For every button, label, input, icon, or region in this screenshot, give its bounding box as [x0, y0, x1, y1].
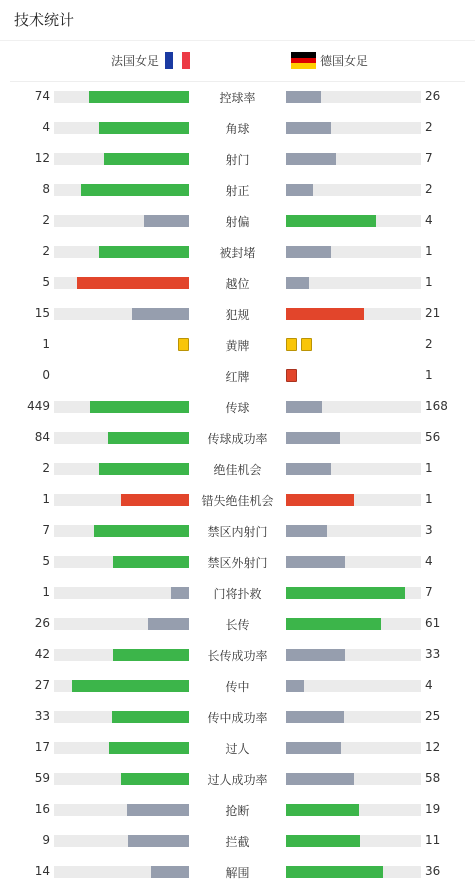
stat-row [0, 857, 475, 888]
stat-bar-left [54, 618, 189, 630]
stat-bar-right-fill [286, 246, 331, 258]
stat-bar-left [54, 804, 189, 816]
stat-right-value: 2 [425, 337, 433, 351]
stat-right-value: 1 [425, 244, 433, 258]
team-left [111, 52, 190, 69]
stat-bar-left-fill [148, 618, 189, 630]
stat-bar-left [54, 463, 189, 475]
stat-right-value: 3 [425, 523, 433, 537]
stat-bar-left-fill [104, 153, 189, 165]
stat-bar-left-fill [94, 525, 189, 537]
stat-left-value: 5 [42, 554, 50, 568]
stat-bar-left [54, 649, 189, 661]
stat-bar-left-fill [144, 215, 189, 227]
stat-bar-right-fill [286, 773, 354, 785]
stat-bar-left [54, 742, 189, 754]
stat-left-value: 16 [34, 802, 50, 816]
stat-bar-right [286, 773, 421, 785]
stat-bar-left [54, 308, 189, 320]
stat-label: 控球率 [219, 91, 256, 105]
stat-label: 射偏 [225, 215, 250, 229]
stat-right-value: 25 [425, 709, 441, 723]
cards-left [178, 338, 189, 351]
stat-label: 黄牌 [225, 339, 250, 353]
stat-bar-left-fill [108, 432, 189, 444]
stat-label: 传中 [225, 680, 250, 694]
stat-row [0, 299, 475, 330]
stat-bar-right-fill [286, 184, 313, 196]
stat-bar-right [286, 649, 421, 661]
yellow-card-icon [301, 338, 312, 351]
stat-bar-left-fill [89, 91, 189, 103]
stat-bar-right [286, 618, 421, 630]
team-left-name: 法国女足 [110, 54, 159, 68]
stat-bar-right [286, 556, 421, 568]
stat-bar-right-fill [286, 866, 383, 878]
stat-bar-left-fill [121, 494, 189, 506]
stat-row [0, 547, 475, 578]
stat-label: 拦截 [225, 835, 250, 849]
stat-row [0, 330, 475, 361]
stat-bar-left [54, 184, 189, 196]
stat-bar-left-fill [99, 463, 189, 475]
stat-right-value: 1 [425, 492, 433, 506]
stat-bar-right-fill [286, 494, 354, 506]
stat-left-value: 1 [42, 337, 50, 351]
teams-header [10, 41, 465, 82]
cards-right [286, 338, 312, 351]
stat-bar-left-fill [72, 680, 189, 692]
stat-left-value: 0 [42, 368, 50, 382]
stat-row [0, 826, 475, 857]
stat-label: 抢断 [225, 804, 250, 818]
page-title: 技术统计 [14, 11, 75, 29]
stat-bar-right [286, 742, 421, 754]
stat-bar-left [54, 711, 189, 723]
stat-bar-left [54, 91, 189, 103]
stat-right-value: 1 [425, 275, 433, 289]
stat-right-value: 21 [425, 306, 441, 320]
stat-bar-right-fill [286, 153, 336, 165]
stat-label: 传球 [225, 401, 250, 415]
stats-list [0, 82, 475, 888]
stat-left-value: 2 [42, 244, 50, 258]
stat-bar-right-fill [286, 308, 364, 320]
stat-right-value: 7 [425, 151, 433, 165]
stat-row [0, 392, 475, 423]
stat-row [0, 795, 475, 826]
stat-right-value: 168 [425, 399, 448, 413]
stat-bar-right-fill [286, 525, 327, 537]
stat-bar-right [286, 587, 421, 599]
stat-left-value: 8 [42, 182, 50, 196]
stat-label: 长传成功率 [207, 649, 268, 663]
stat-label: 越位 [225, 277, 250, 291]
stat-bar-left [54, 494, 189, 506]
stat-bar-left [54, 153, 189, 165]
france-flag-icon [165, 52, 190, 69]
stat-bar-left [54, 246, 189, 258]
stat-bar-right-fill [286, 587, 405, 599]
stat-bar-right-fill [286, 556, 345, 568]
stat-row [0, 361, 475, 392]
stat-right-value: 33 [425, 647, 441, 661]
stat-left-value: 74 [34, 89, 50, 103]
team-right-name: 德国女足 [320, 54, 369, 68]
stat-row [0, 733, 475, 764]
stat-left-value: 2 [42, 213, 50, 227]
stat-right-value: 1 [425, 368, 433, 382]
stat-row [0, 764, 475, 795]
stat-left-value: 59 [34, 771, 50, 785]
stat-right-value: 4 [425, 213, 433, 227]
stat-label: 门将扑救 [213, 587, 262, 601]
stat-bar-right [286, 463, 421, 475]
stat-label: 禁区内射门 [207, 525, 268, 539]
stat-row [0, 640, 475, 671]
stat-left-value: 5 [42, 275, 50, 289]
yellow-card-icon [286, 338, 297, 351]
stat-bar-left [54, 122, 189, 134]
stat-label: 射正 [225, 184, 250, 198]
stat-bar-right [286, 277, 421, 289]
stat-left-value: 1 [42, 585, 50, 599]
cards-right [286, 369, 297, 382]
stat-row [0, 206, 475, 237]
stat-bar-right [286, 711, 421, 723]
stat-right-value: 61 [425, 616, 441, 630]
stat-bar-right-fill [286, 463, 331, 475]
stat-bar-left-fill [81, 184, 189, 196]
stat-right-value: 26 [425, 89, 441, 103]
stat-left-value: 1 [42, 492, 50, 506]
stat-label: 射门 [225, 153, 250, 167]
stat-right-value: 2 [425, 120, 433, 134]
stat-left-value: 4 [42, 120, 50, 134]
stat-bar-left-fill [112, 711, 189, 723]
stat-bar-right-fill [286, 401, 322, 413]
stat-bar-right [286, 432, 421, 444]
stat-bar-right-fill [286, 711, 344, 723]
stat-right-value: 7 [425, 585, 433, 599]
stat-bar-right [286, 401, 421, 413]
stat-label: 过人成功率 [207, 773, 268, 787]
stat-bar-left [54, 277, 189, 289]
stat-bar-right-fill [286, 649, 345, 661]
stat-row [0, 268, 475, 299]
stat-left-value: 27 [34, 678, 50, 692]
stat-row [0, 485, 475, 516]
stat-right-value: 2 [425, 182, 433, 196]
stat-right-value: 56 [425, 430, 441, 444]
stat-bar-right [286, 91, 421, 103]
stat-label: 犯规 [225, 308, 250, 322]
stat-right-value: 58 [425, 771, 441, 785]
stat-bar-right [286, 153, 421, 165]
stat-row [0, 82, 475, 113]
germany-flag-icon [291, 52, 316, 69]
stat-bar-right [286, 866, 421, 878]
stat-left-value: 42 [34, 647, 50, 661]
stat-label: 禁区外射门 [207, 556, 268, 570]
stat-left-value: 449 [27, 399, 50, 413]
stat-bar-left-fill [132, 308, 189, 320]
stat-label: 被封堵 [219, 246, 256, 260]
stat-bar-left-fill [77, 277, 189, 289]
stat-bar-right [286, 184, 421, 196]
stat-left-value: 15 [34, 306, 50, 320]
stat-right-value: 4 [425, 678, 433, 692]
stat-right-value: 4 [425, 554, 433, 568]
stat-bar-left-fill [151, 866, 189, 878]
stat-bar-left [54, 587, 189, 599]
stat-label: 过人 [225, 742, 250, 756]
stat-right-value: 12 [425, 740, 441, 754]
stat-bar-left-fill [109, 742, 189, 754]
stat-row [0, 454, 475, 485]
stat-row [0, 423, 475, 454]
stat-label: 解围 [225, 866, 250, 880]
stat-bar-right [286, 246, 421, 258]
stat-bar-left [54, 401, 189, 413]
stat-bar-right [286, 525, 421, 537]
stat-label: 传球成功率 [207, 432, 268, 446]
stat-bar-left [54, 835, 189, 847]
stat-right-value: 11 [425, 833, 441, 847]
stat-row [0, 578, 475, 609]
stat-row [0, 237, 475, 268]
stat-bar-right [286, 308, 421, 320]
stat-bar-left-fill [113, 649, 189, 661]
stat-bar-right [286, 835, 421, 847]
stat-bar-left [54, 525, 189, 537]
stat-bar-right-fill [286, 618, 381, 630]
stat-bar-left [54, 556, 189, 568]
stat-left-value: 2 [42, 461, 50, 475]
stat-bar-left [54, 773, 189, 785]
stat-right-value: 1 [425, 461, 433, 475]
stat-right-value: 19 [425, 802, 441, 816]
stat-bar-left-fill [90, 401, 189, 413]
stat-bar-right-fill [286, 680, 304, 692]
stat-left-value: 9 [42, 833, 50, 847]
stat-left-value: 17 [34, 740, 50, 754]
stat-row [0, 175, 475, 206]
stat-label: 长传 [225, 618, 250, 632]
stat-bar-left-fill [99, 122, 189, 134]
stat-label: 绝佳机会 [213, 463, 262, 477]
stat-bar-right [286, 680, 421, 692]
stat-row [0, 516, 475, 547]
stat-bar-right [286, 122, 421, 134]
stat-bar-right-fill [286, 742, 341, 754]
stat-row [0, 144, 475, 175]
stat-bar-right-fill [286, 215, 376, 227]
stat-bar-right [286, 804, 421, 816]
stat-row [0, 702, 475, 733]
stat-bar-left-fill [127, 804, 189, 816]
stat-left-value: 14 [34, 864, 50, 878]
stat-bar-right-fill [286, 835, 360, 847]
stat-bar-left [54, 432, 189, 444]
stat-bar-left-fill [99, 246, 189, 258]
stat-bar-left [54, 866, 189, 878]
stat-bar-right-fill [286, 277, 309, 289]
yellow-card-icon [178, 338, 189, 351]
stat-bar-right [286, 494, 421, 506]
stat-bar-left [54, 680, 189, 692]
stat-label: 错失绝佳机会 [201, 494, 274, 508]
stat-left-value: 33 [34, 709, 50, 723]
stat-label: 角球 [225, 122, 250, 136]
red-card-icon [286, 369, 297, 382]
stat-left-value: 7 [42, 523, 50, 537]
stat-row [0, 609, 475, 640]
stat-left-value: 12 [34, 151, 50, 165]
stat-label: 传中成功率 [207, 711, 268, 725]
stat-bar-right-fill [286, 804, 359, 816]
stat-row [0, 113, 475, 144]
stat-bar-left-fill [171, 587, 189, 599]
stat-bar-left [54, 215, 189, 227]
stat-bar-left-fill [128, 835, 189, 847]
stat-label: 红牌 [225, 370, 250, 384]
team-right [291, 52, 368, 69]
stat-left-value: 26 [34, 616, 50, 630]
stat-bar-right [286, 215, 421, 227]
stat-left-value: 84 [34, 430, 50, 444]
stat-bar-right-fill [286, 122, 331, 134]
stat-bar-left-fill [121, 773, 189, 785]
stat-row [0, 671, 475, 702]
stat-bar-left-fill [113, 556, 189, 568]
stat-bar-right-fill [286, 91, 321, 103]
stat-right-value: 36 [425, 864, 441, 878]
stat-bar-right-fill [286, 432, 340, 444]
